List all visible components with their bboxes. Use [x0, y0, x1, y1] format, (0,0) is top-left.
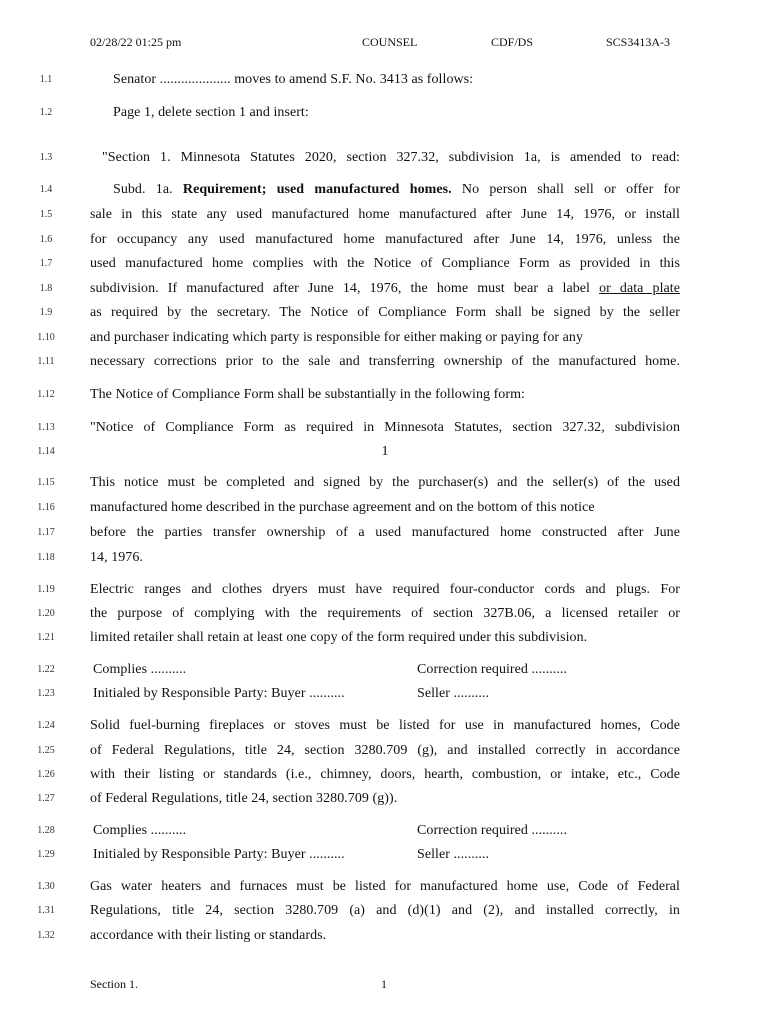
- line-number: 1.4: [39, 184, 53, 195]
- line-number: 1.13: [37, 422, 55, 433]
- line-text: necessary corrections prior to the sale and transferring ownership of the manufactured home.: [90, 354, 680, 369]
- line-text: limited retailer shall retain at least one copy of the form required under this subdivision.: [90, 630, 588, 645]
- line-text: No person shall sell or offer for: [451, 182, 681, 197]
- line-number: 1.21: [37, 632, 55, 643]
- line-number: 1.11: [37, 356, 55, 367]
- line-text: used manufactured home complies with the Notice of Compliance Form as provided in this: [90, 256, 680, 271]
- line-text: as required by the secretary. The Notice of Compliance Form shall be signed by the seller: [90, 305, 680, 320]
- line-text: Solid fuel-burning fireplaces or stoves must be listed for use in manufactured homes, Code: [90, 718, 680, 733]
- line-number: 1.6: [39, 234, 53, 245]
- line-text: manufactured home described in the purchase agreement and on the bottom of this notice: [90, 500, 595, 515]
- buyer-initial-field: Initialed by Responsible Party: Buyer ..........: [93, 686, 345, 701]
- line-with-insertion: [90, 281, 680, 297]
- line-number: 1.1: [39, 74, 53, 85]
- line-text: The Notice of Compliance Form shall be substantially in the following form:: [90, 387, 525, 402]
- seller-initial-field: Seller ..........: [417, 686, 490, 701]
- line-number: 1.2: [39, 107, 53, 118]
- line-number: 1.30: [37, 881, 55, 892]
- line-text: This notice must be completed and signed by the purchaser(s) and the seller(s) of the used: [90, 475, 680, 490]
- line-number: 1.32: [37, 930, 55, 941]
- line-number: 1.28: [37, 825, 55, 836]
- line-text: "Section 1. Minnesota Statutes 2020, section 327.32, subdivision 1a, is amended to read:: [102, 150, 680, 165]
- line-number: 1.12: [37, 389, 55, 400]
- line-text: for occupancy any used manufactured home manufactured after June 14, 1976, unless the: [90, 232, 680, 247]
- line-text: of Federal Regulations, title 24, section 3280.709 (g), and installed correctly in accordance: [90, 743, 680, 758]
- line-text: Regulations, title 24, section 3280.709 (a) and (d)(1) and (2), and installed correctly, in: [90, 903, 680, 918]
- line-prefix: Subd. 1a.: [113, 182, 183, 197]
- line-number: 1.29: [37, 849, 55, 860]
- inserted-text: or data plate: [599, 281, 680, 296]
- line-text: Page 1, delete section 1 and insert:: [113, 105, 309, 120]
- line-number: 1.3: [39, 152, 53, 163]
- line-text: Electric ranges and clothes dryers must have required four-conductor cords and plugs. For: [90, 582, 680, 597]
- line-number: 1.23: [37, 688, 55, 699]
- header-timestamp: 02/28/22 01:25 pm: [90, 35, 182, 49]
- complies-field: Complies ..........: [93, 823, 187, 838]
- correction-required-field: Correction required ..........: [417, 662, 568, 677]
- line-number: 1.7: [39, 258, 53, 269]
- line-text: and purchaser indicating which party is responsible for either making or paying for any: [90, 330, 584, 345]
- line-number: 1.22: [37, 664, 55, 675]
- line-number: 1.26: [37, 769, 55, 780]
- line-number: 1.25: [37, 745, 55, 756]
- line-number: 1.18: [37, 552, 55, 563]
- line-text: 1: [381, 444, 389, 459]
- subdivision-title: Requirement; used manufactured homes.: [182, 182, 452, 197]
- line-number: 1.20: [37, 608, 55, 619]
- line-text: accordance with their listing or standards.: [90, 928, 327, 943]
- line-text: Gas water heaters and furnaces must be listed for manufactured home use, Code of Federal: [90, 879, 680, 894]
- header-doc-id: SCS3413A-3: [606, 35, 671, 49]
- line-number: 1.19: [37, 584, 55, 595]
- correction-required-field: Correction required ..........: [417, 823, 568, 838]
- line-number: 1.24: [37, 720, 55, 731]
- complies-field: Complies ..........: [93, 662, 187, 677]
- line-text: of Federal Regulations, title 24, section 3280.709 (g)).: [90, 791, 398, 806]
- line-text: with their listing or standards (i.e., chimney, doors, hearth, combustion, or intake, etc., Code: [90, 767, 680, 782]
- line-text: sale in this state any used manufactured home manufactured after June 14, 1976, or install: [90, 207, 680, 222]
- footer-page-number: 1: [381, 977, 387, 991]
- line-text: the purpose of complying with the requirements of section 327B.06, a licensed retailer or: [90, 606, 680, 621]
- line-text: 14, 1976.: [90, 550, 143, 565]
- buyer-initial-field: Initialed by Responsible Party: Buyer ..........: [93, 847, 345, 862]
- line-number: 1.31: [37, 905, 55, 916]
- line-text: Senator .................... moves to amend S.F. No. 3413 as follows:: [113, 72, 474, 87]
- header-office: COUNSEL: [362, 35, 418, 49]
- line-number: 1.10: [37, 332, 55, 343]
- line-number: 1.8: [39, 283, 53, 294]
- line-number: 1.14: [37, 446, 55, 457]
- line-number: 1.5: [39, 209, 53, 220]
- line-number: 1.15: [37, 477, 55, 488]
- line-number: 1.17: [37, 527, 55, 538]
- line-number: 1.27: [37, 793, 55, 804]
- seller-initial-field: Seller ..........: [417, 847, 490, 862]
- subdivision-heading-line: [113, 182, 680, 198]
- line-number: 1.16: [37, 502, 55, 513]
- header-initials: CDF/DS: [491, 35, 534, 49]
- line-text: before the parties transfer ownership of a used manufactured home constructed after June: [90, 525, 680, 540]
- footer-section: Section 1.: [90, 977, 138, 991]
- line-number: 1.9: [39, 307, 53, 318]
- line-text: subdivision. If manufactured after June 14, 1976, the home must bear a label: [90, 281, 600, 296]
- line-text: "Notice of Compliance Form as required in Minnesota Statutes, section 327.32, subdivision: [90, 420, 680, 435]
